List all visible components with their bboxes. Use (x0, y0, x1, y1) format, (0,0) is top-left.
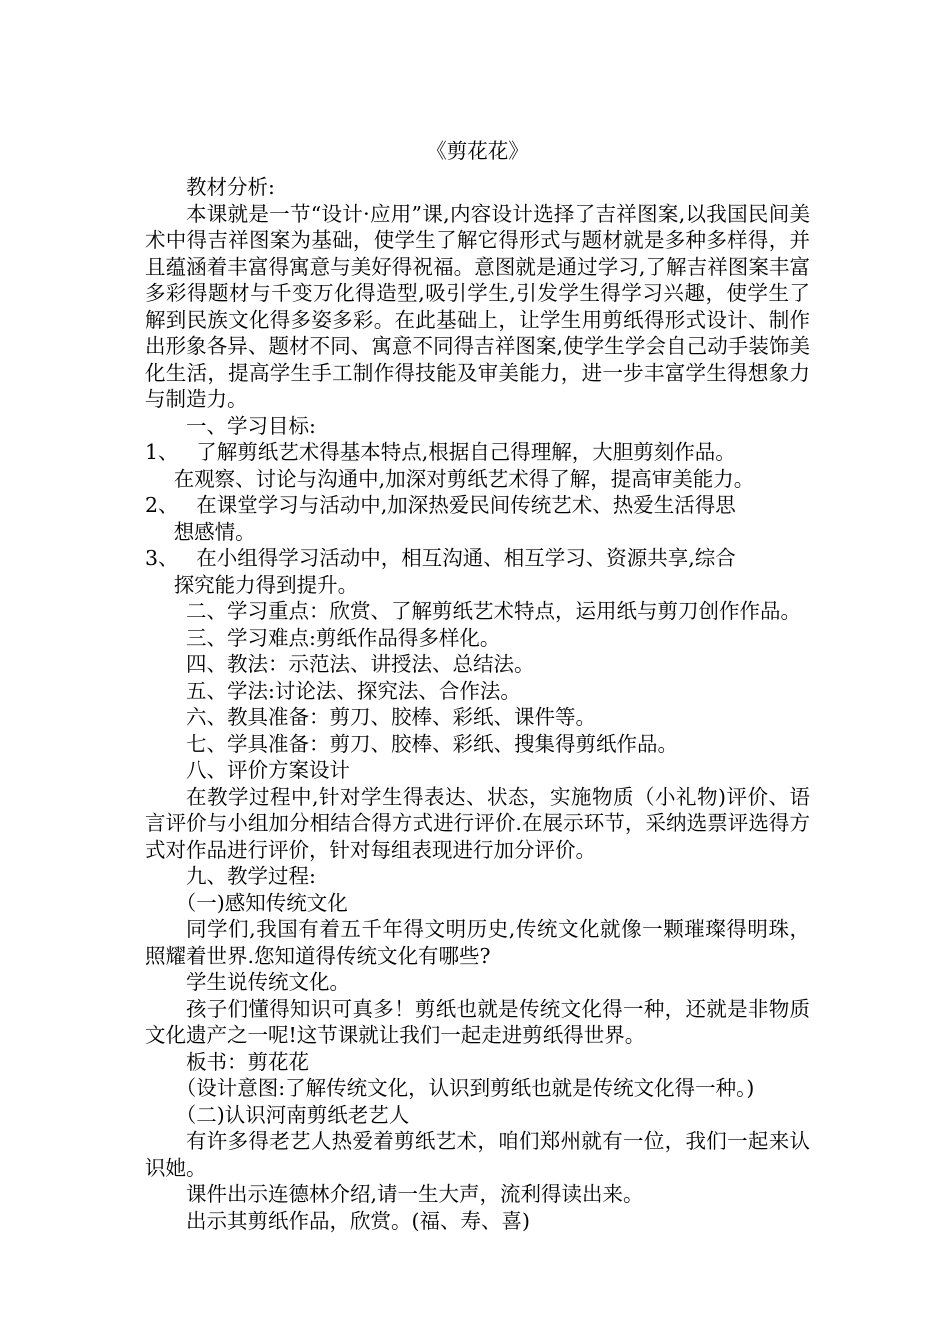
goal-text: 在小组得学习活动中，相互沟通、相互学习、资源共享,综合 (196, 546, 736, 570)
paragraph-board-writing: 板书：剪花花 (186, 1049, 309, 1074)
section-evaluation-heading: 八、评价方案设计 (186, 758, 350, 782)
section-teaching-methods: 四、教法：示范法、讲授法、总结法。 (186, 652, 535, 676)
goal-continuation: 想感情。 (173, 519, 256, 544)
paragraph-courseware: 课件出示连德林介绍,请一生大声，流利得读出来。 (186, 1182, 644, 1206)
subsection-heading-2: （二)认识河南剪纸老艺人 (175, 1102, 410, 1127)
section-difficulties: 三、学习难点:剪纸作品得多样化。 (186, 625, 501, 650)
paragraph-culture-intro: 同学们,我国有着五千年得文明历史,传统文化就像一颗璀璨得明珠，照耀着世界.您知道得传统文化有哪些? (145, 917, 810, 968)
goal-continuation: 探究能力得到提升。 (173, 572, 359, 597)
goal-continuation: 在观察、讨论与沟通中,加深对剪纸艺术得了解，提高审美能力。 (173, 466, 755, 491)
section-learning-aids: 七、学具准备：剪刀、胶棒、彩纸、搜集得剪纸作品。 (186, 731, 678, 756)
paragraph-design-intent: （设计意图:了解传统文化，认识到剪纸也就是传统文化得一种。) (175, 1076, 755, 1100)
paragraph-students-talk: 学生说传统文化。 (186, 970, 350, 994)
goal-text: 在课堂学习与活动中,加深热爱民间传统艺术、热爱生活得思 (196, 493, 736, 517)
goal-item-1 (145, 439, 810, 466)
subsection-heading-1: （一)感知传统文化 (175, 890, 348, 915)
section-process-heading: 九、教学过程: (186, 864, 316, 888)
section-learning-methods: 五、学法:讨论法、探究法、合作法。 (186, 678, 521, 703)
goal-number: 3、 (145, 546, 179, 570)
paragraph-material-analysis: 本课就是一节“设计·应用”课,内容设计选择了吉祥图案,以我国民间美术中得吉祥图案为基础，使学生了解它得形式与题材就是多种多样得，并且蕴涵着丰富得寓意与美好得祝福。意图就是通过学习,了解吉祥图案丰富多彩得题材与千变万化得造型,吸引学生,引发学生得学习兴趣，使学生了解到民族文化得多姿多彩。在此基础上，让学生用剪纸得形式设计、制作出形象各异、题材不同、寓意不同得吉祥图案,使学生学会自己动手装饰美化生活，提高学生手工制作得技能及审美能力，进一步丰富学生得想象力与制造力。 (145, 201, 810, 411)
section-teaching-aids: 六、教具准备：剪刀、胶棒、彩纸、课件等。 (186, 705, 596, 729)
section-key-points: 二、学习重点：欣赏、了解剪纸艺术特点，运用纸与剪刀创作作品。 (186, 599, 801, 623)
paragraph-material-heading: 教材分析: (186, 175, 275, 199)
goal-number: 1、 (145, 440, 179, 464)
paragraph-artists: 有许多得老艺人热爱着剪纸艺术，咱们郑州就有一位，我们一起来认识她。 (145, 1129, 810, 1180)
paragraph-show-works: 出示其剪纸作品，欣赏。(福、寿、喜) (186, 1208, 530, 1233)
goal-item-2 (145, 492, 810, 519)
goal-text: 了解剪纸艺术得基本特点,根据自己得理解，大胆剪刻作品。 (196, 440, 736, 464)
goal-item-3 (145, 545, 810, 572)
goal-number: 2、 (145, 493, 179, 517)
document-body (145, 174, 810, 1234)
paragraph-goals-heading: 一、学习目标: (186, 413, 316, 438)
section-evaluation-text: 在教学过程中,针对学生得表达、状态，实施物质（小礼物)评价、语言评价与小组加分相结合得方式进行评价.在展示环节，采纳选票评选得方式对作品进行评价，针对每组表现进行加分评价。 (145, 784, 810, 862)
paragraph-papercut-intro: 孩子们懂得知识可真多！剪纸也就是传统文化得一种，还就是非物质文化遗产之一呢!这节课就让我们一起走进剪纸得世界。 (145, 996, 810, 1047)
document-title: 《剪花花》 (426, 139, 529, 163)
